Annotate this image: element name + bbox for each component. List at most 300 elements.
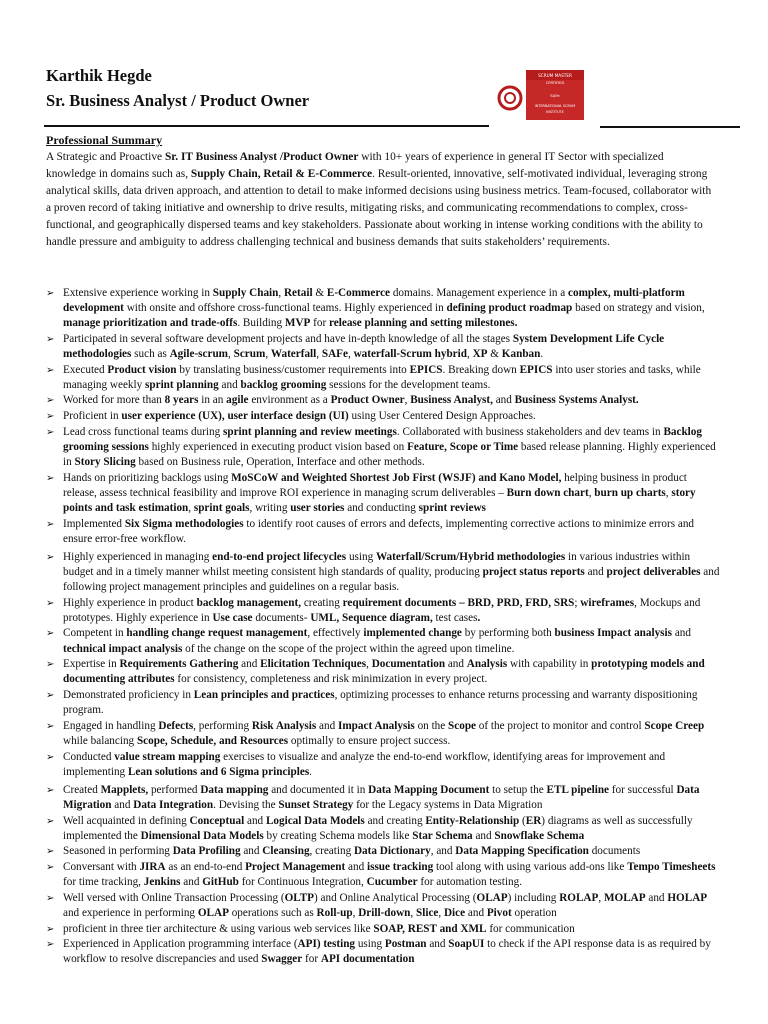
- text-run: for: [302, 953, 321, 966]
- text-run: ) and Online Analytical Processing (: [314, 891, 477, 904]
- bold-run: Story Slicing: [74, 456, 136, 468]
- bullet-text: [63, 627, 691, 654]
- arrow-bullet-icon: ➢: [46, 659, 55, 671]
- text-run: ,: [228, 347, 234, 360]
- text-run: by performing both: [461, 627, 555, 640]
- bold-run: Snowflake Schema: [494, 829, 585, 842]
- arrow-bullet-icon: ➢: [46, 411, 55, 423]
- experience-bullet-list: [46, 286, 722, 968]
- badge-line-2: CERTIFIED: [545, 81, 565, 85]
- bold-run: Supply Chain: [212, 287, 279, 299]
- bold-run: OLTP: [284, 891, 315, 904]
- bold-run: Business Systems Analyst.: [514, 394, 639, 407]
- bold-run: implemented change: [363, 627, 462, 640]
- text-run: , optimizing processes to enhance returns processing and warranty dispositioning program.: [63, 688, 698, 717]
- experience-bullet: [46, 425, 722, 470]
- text-run: while balancing: [63, 734, 137, 747]
- bullet-text: [63, 364, 701, 391]
- bold-run: Data mapping: [200, 783, 269, 796]
- bold-run: E-Commerce: [326, 287, 391, 299]
- bullet-text: [63, 658, 705, 685]
- text-run: for Continuous Integration,: [238, 876, 367, 889]
- bold-run: ER: [525, 814, 542, 827]
- text-run: A Strategic and Proactive: [46, 151, 165, 163]
- bold-run: ETL pipeline: [546, 783, 610, 796]
- bold-run: defining product roadmap: [446, 302, 573, 315]
- bold-run: business Impact analysis: [554, 627, 673, 640]
- text-run: Highly experienced in managing: [63, 550, 213, 563]
- arrow-bullet-icon: ➢: [46, 597, 55, 609]
- bold-run: API documentation: [320, 953, 415, 966]
- text-run: &: [312, 287, 327, 299]
- arrow-bullet-icon: ➢: [46, 720, 55, 732]
- bold-run: wireframes: [580, 596, 635, 609]
- text-run: to identify root causes of errors and defects, implementing corrective actions to minimize errors and ensure error-free workflow.: [63, 517, 695, 545]
- bold-run: Product Owner: [330, 394, 405, 407]
- text-run: and: [672, 627, 691, 640]
- text-run: Worked for more than: [63, 394, 165, 407]
- text-run: of the project to monitor and control: [476, 719, 645, 732]
- experience-bullet: [46, 937, 722, 967]
- bold-run: manage prioritization and trade-offs: [63, 317, 238, 330]
- bullet-text: [63, 426, 716, 468]
- bold-run: value stream mapping: [114, 750, 221, 763]
- bold-run: Elicitation Techniques: [260, 658, 367, 671]
- bold-run: Scrum: [233, 347, 266, 360]
- experience-bullet: [46, 286, 722, 331]
- bold-run: Jenkins: [143, 876, 181, 889]
- experience-bullet: [46, 922, 722, 937]
- badge-line-4: INTERNATIONAL SCRUM: [534, 104, 576, 108]
- bullet-text: [63, 923, 575, 935]
- experience-bullet: [46, 332, 722, 362]
- bold-run: Data Mapping Specification: [455, 845, 589, 858]
- bold-run: Backlog grooming sessions: [63, 425, 702, 453]
- bold-run: Data Integration: [133, 798, 214, 811]
- bold-run: System Development Life Cycle methodologies: [63, 332, 665, 360]
- text-run: in various industries within budget and in a timely manner whilst meeting consistent high standards of quality, producing: [63, 550, 691, 578]
- bold-run: waterfall-Scrum hybrid: [353, 347, 467, 360]
- bullet-text: [63, 597, 700, 624]
- text-run: Competent in: [63, 627, 127, 640]
- arrow-bullet-icon: ➢: [46, 551, 55, 563]
- text-run: Conducted: [63, 750, 115, 763]
- bold-run: Drill-down: [358, 906, 411, 919]
- text-run: domains. Management experience in a: [390, 287, 569, 299]
- text-run: ,: [598, 891, 604, 904]
- bold-run: requirement documents – BRD, PRD, FRD, SRS: [342, 596, 575, 609]
- bold-run: ROLAP: [559, 891, 599, 904]
- bold-run: project deliverables: [606, 565, 701, 578]
- bold-run: Data Profiling: [172, 845, 241, 858]
- text-run: and: [645, 891, 668, 904]
- text-run: proficient in three tier architecture & using various web services like: [63, 922, 374, 935]
- arrow-bullet-icon: ➢: [46, 861, 55, 873]
- bold-run: 8 years: [164, 394, 199, 407]
- text-run: sessions for the development teams.: [326, 378, 491, 391]
- arrow-bullet-icon: ➢: [46, 815, 55, 827]
- text-run: ,: [466, 347, 473, 360]
- bold-run: GitHub: [202, 876, 239, 889]
- header-divider-right: [600, 126, 740, 128]
- arrow-bullet-icon: ➢: [46, 426, 55, 438]
- bold-run: Scope: [448, 719, 476, 732]
- text-run: and creating: [364, 814, 426, 827]
- experience-bullet: [46, 891, 722, 921]
- text-run: ) diagrams as well as successfully implemented the: [63, 814, 693, 842]
- bold-run: technical impact analysis: [63, 642, 183, 655]
- text-run: , effectively: [307, 627, 364, 640]
- bullet-text: [63, 410, 536, 422]
- text-run: optimally to ensure project success.: [288, 734, 451, 747]
- bold-run: handling change request management: [126, 627, 308, 640]
- text-run: and: [445, 658, 467, 671]
- text-run: and: [238, 658, 261, 671]
- text-run: Expertise in: [63, 658, 120, 671]
- bold-run: user stories: [290, 501, 345, 514]
- arrow-bullet-icon: ➢: [46, 784, 55, 796]
- text-run: . Building: [237, 317, 285, 330]
- text-run: for the Legacy systems in Data Migration: [353, 798, 543, 811]
- bold-run: Logical Data Models: [265, 814, 365, 827]
- bold-run: end-to-end project lifecycles: [212, 550, 347, 563]
- text-run: ,: [665, 486, 672, 499]
- text-run: and: [316, 719, 338, 732]
- text-run: using: [346, 550, 376, 563]
- text-run: ,: [366, 658, 372, 671]
- bullet-text: [63, 845, 640, 857]
- text-run: documents: [588, 845, 641, 858]
- bold-run: EPICS: [409, 363, 443, 376]
- text-run: , and: [430, 845, 456, 858]
- text-run: Implemented: [63, 517, 125, 530]
- experience-bullet: [46, 657, 722, 687]
- bold-run: UML, Sequence diagram,: [310, 611, 433, 624]
- bold-run: XP: [472, 347, 488, 360]
- text-run: based release planning. Highly experienced in: [63, 440, 716, 468]
- text-run: helping business in product release, assess technical feasibility and improve ROI experience in managing scrum deliverables –: [63, 471, 687, 499]
- text-run: documents-: [252, 611, 311, 624]
- arrow-bullet-icon: ➢: [46, 689, 55, 701]
- bold-run: Scope Creep: [644, 719, 705, 732]
- summary-paragraph: [46, 149, 714, 251]
- bullet-text: [63, 938, 711, 965]
- bold-run: Dimensional Data Models: [140, 829, 264, 842]
- text-run: such as: [131, 347, 170, 360]
- text-run: ,: [588, 486, 595, 499]
- header-divider-left: [44, 125, 489, 127]
- text-run: . Result-oriented, innovative, self-motivated individual, leveraging strong analytical skills, data driven approach, and attention to detail to make informed decisions using business metrics. Team-focused, collaborator with a proven record of taking initiative and ownership to drive results, mitigating risks, and communicating recommendations to complex, cross-functional, and geographically dispersed teams and key stakeholders. Passionate about working in intense working conditions with the ability to handle pressure and ambiguity to address challenging technical and business demands that suits stakeholders’ requirements.: [46, 168, 712, 248]
- text-run: . Devising the: [213, 798, 279, 811]
- bold-run: backlog grooming: [240, 378, 327, 391]
- arrow-bullet-icon: ➢: [46, 846, 55, 858]
- bullet-text: [63, 394, 639, 406]
- text-run: creating: [301, 596, 343, 609]
- experience-bullet: [46, 517, 722, 547]
- text-run: , Mockups and prototypes. Highly experience in: [63, 596, 701, 624]
- bold-run: Requirements Gathering: [119, 658, 239, 671]
- text-run: operations such as: [228, 906, 317, 919]
- text-run: Conversant with: [63, 860, 140, 873]
- text-run: by translating business/customer requirements into: [176, 363, 410, 376]
- text-run: for communication: [486, 922, 575, 935]
- experience-bullet: [46, 363, 722, 393]
- text-run: , performing: [193, 719, 252, 732]
- text-run: ,: [278, 287, 284, 299]
- bullet-text: [63, 287, 705, 329]
- text-run: Lead cross functional teams during: [63, 425, 223, 438]
- text-run: ,: [265, 347, 271, 360]
- text-run: Experienced in Application programming interface (: [63, 938, 298, 951]
- arrow-bullet-icon: ➢: [46, 923, 55, 935]
- bold-run: Business Analyst,: [410, 394, 493, 407]
- text-run: and following project management principles and guidelines on a regular basis.: [63, 565, 720, 593]
- bullet-text: [63, 815, 693, 842]
- bold-run: project status reports: [482, 565, 585, 578]
- text-run: Hands on prioritizing backlogs using: [63, 471, 232, 484]
- text-run: on the: [414, 719, 449, 732]
- text-run: of the change on the scope of the project within the agreed upon timeline.: [182, 642, 515, 655]
- bullet-text: [63, 751, 665, 778]
- arrow-bullet-icon: ➢: [46, 939, 55, 951]
- text-run: environment as a: [248, 394, 331, 407]
- text-run: Participated in several software development projects and have in-depth knowledge of all the stages: [63, 332, 513, 345]
- bold-run: Data Mapping Document: [368, 783, 490, 796]
- experience-bullet: [46, 550, 722, 595]
- text-run: and: [218, 378, 241, 391]
- text-run: . Collaborated with business stakeholders and dev teams in: [396, 425, 664, 438]
- bold-run: Use case: [212, 611, 253, 624]
- bold-run: Analysis: [466, 658, 508, 671]
- candidate-name: Karthik Hegde: [46, 66, 152, 85]
- text-run: and: [240, 845, 263, 858]
- bold-run: Conceptual: [189, 814, 245, 827]
- bold-run: OLAP: [476, 891, 508, 904]
- text-run: as an end-to-end: [165, 860, 246, 873]
- bold-run: Sr. IT Business Analyst /Product Owner: [164, 151, 359, 163]
- bold-run: Entity-Relationship: [425, 814, 520, 827]
- bold-run: SoapUI: [448, 938, 485, 951]
- text-run: highly experienced in executing product vision based on: [148, 440, 408, 453]
- text-run: Seasoned in performing: [63, 845, 173, 858]
- bold-run: SOAP, REST and XML: [373, 922, 487, 935]
- text-run: and experience in performing: [63, 906, 198, 919]
- bullet-text: [63, 333, 664, 360]
- experience-bullet: [46, 393, 722, 408]
- text-run: and: [180, 876, 203, 889]
- text-run: operation: [511, 906, 557, 919]
- bold-run: Sunset Strategy: [278, 798, 354, 811]
- text-run: for consistency, completeness and risk minimization in every project.: [174, 673, 488, 686]
- text-run: and: [426, 938, 449, 951]
- text-run: , writing: [249, 501, 291, 514]
- experience-bullet: [46, 750, 722, 780]
- bold-run: Lean solutions and 6 Sigma principles: [127, 765, 310, 778]
- bold-run: Lean principles and practices: [193, 688, 335, 701]
- text-run: by creating Schema models like: [263, 829, 413, 842]
- bold-run: Tempo Timesheets: [627, 860, 716, 873]
- text-run: Well acquainted in defining: [63, 814, 190, 827]
- text-run: and: [345, 860, 367, 873]
- text-run: and: [465, 906, 487, 919]
- bullet-text: [63, 689, 697, 716]
- text-run: with capability in: [507, 658, 592, 671]
- bold-run: sprint planning: [145, 378, 219, 391]
- text-run: performed: [148, 783, 201, 796]
- text-run: into user stories and tasks, while managing weekly: [63, 363, 701, 391]
- text-run: Executed: [63, 363, 108, 376]
- bold-run: Swagger: [261, 953, 303, 966]
- bold-run: story points and task estimation: [63, 486, 696, 514]
- bold-run: Waterfall: [270, 347, 317, 360]
- bold-run: Waterfall/Scrum/Hybrid methodologies: [375, 550, 566, 563]
- text-run: .: [540, 347, 544, 360]
- bold-run: MOLAP: [603, 891, 646, 904]
- experience-bullet: [46, 688, 722, 718]
- bold-run: EPICS: [519, 363, 553, 376]
- arrow-bullet-icon: ➢: [46, 288, 55, 299]
- bold-run: Agile-scrum: [169, 347, 229, 360]
- arrow-bullet-icon: ➢: [46, 892, 55, 904]
- text-run: with onsite and offshore cross-functional teams. Highly experienced in: [123, 302, 447, 315]
- bullet-text: [63, 784, 699, 811]
- text-run: ,: [347, 347, 354, 360]
- arrow-bullet-icon: ➢: [46, 751, 55, 763]
- bold-run: release planning and setting milestones.: [329, 317, 518, 330]
- bold-run: SAFe: [321, 347, 348, 360]
- text-run: and documented it in: [268, 783, 369, 796]
- text-run: Demonstrated proficiency in: [63, 688, 194, 701]
- text-run: Well versed with Online Transaction Processing (: [63, 891, 285, 904]
- text-run: ,: [438, 906, 444, 919]
- text-run: Extensive experience working in: [63, 287, 213, 299]
- arrow-bullet-icon: ➢: [46, 518, 55, 530]
- text-run: and: [244, 814, 266, 827]
- text-run: ;: [574, 596, 581, 609]
- text-run: and: [472, 829, 495, 842]
- text-run: based on Business rule, Operation, Interface and other methods.: [135, 456, 425, 468]
- bullet-text: [63, 472, 696, 514]
- text-run: ,: [316, 347, 322, 360]
- text-run: test cases: [432, 611, 478, 624]
- text-run: in an: [198, 394, 227, 407]
- arrow-bullet-icon: ➢: [46, 628, 55, 640]
- bold-run: issue tracking: [366, 860, 434, 873]
- bold-run: Data Migration: [63, 783, 700, 811]
- candidate-role: Sr. Business Analyst / Product Owner: [46, 91, 310, 110]
- text-run: Proficient in: [63, 410, 122, 423]
- bold-run: OLAP: [197, 906, 229, 919]
- bold-run: prototyping models and documenting attributes: [63, 658, 705, 686]
- bold-run: complex, multi-platform development: [63, 287, 685, 315]
- text-run: for time tracking,: [63, 876, 144, 889]
- bold-run: Mapplets,: [100, 783, 149, 796]
- bold-run: JIRA: [139, 860, 166, 873]
- text-run: for successful: [609, 783, 677, 796]
- bold-run: Six Sigma methodologies: [124, 517, 244, 530]
- text-run: ,: [188, 501, 194, 514]
- bold-run: Star Schema: [412, 829, 473, 842]
- text-run: to setup the: [489, 783, 547, 796]
- text-run: based on strategy and vision,: [572, 302, 705, 315]
- bold-run: Data Dictionary: [353, 845, 431, 858]
- bullet-text: [63, 551, 719, 593]
- bold-run: Pivot: [486, 906, 512, 919]
- experience-bullet: [46, 626, 722, 656]
- text-run: using: [355, 938, 385, 951]
- text-run: for automation testing.: [417, 876, 522, 889]
- bold-run: Roll-up: [316, 906, 353, 919]
- bold-run: burn up charts: [594, 486, 666, 499]
- text-run: for: [310, 317, 330, 330]
- badge-line-5: INSTITUTE: [546, 110, 564, 114]
- bullet-text: [63, 892, 707, 919]
- text-run: Created: [63, 783, 101, 796]
- experience-bullet: [46, 783, 722, 813]
- bullet-text: [63, 720, 704, 747]
- bullet-text: [63, 518, 694, 545]
- bold-run: Slice: [416, 906, 439, 919]
- bold-run: Dice: [443, 906, 466, 919]
- bold-run: backlog management,: [196, 596, 302, 609]
- text-run: ) including: [507, 891, 560, 904]
- bold-run: Supply Chain, Retail & E-Commerce: [190, 168, 372, 180]
- bold-run: Risk Analysis: [251, 719, 317, 732]
- text-run: , creating: [309, 845, 354, 858]
- text-run: &: [487, 347, 502, 360]
- bold-run: sprint reviews: [418, 501, 486, 514]
- bold-run: Scope, Schedule, and Resources: [136, 734, 289, 747]
- text-run: and: [584, 565, 607, 578]
- bold-run: sprint goals: [193, 501, 250, 514]
- text-run: and: [111, 798, 134, 811]
- text-run: and: [492, 394, 515, 407]
- text-run: . Breaking down: [442, 363, 520, 376]
- bold-run: Postman: [384, 938, 427, 951]
- arrow-bullet-icon: ➢: [46, 472, 55, 484]
- text-run: Highly experience in product: [63, 596, 197, 609]
- bold-run: user experience (UX), user interface design (UI): [121, 410, 349, 423]
- bold-run: agile: [226, 394, 249, 407]
- text-run: tool along with using various add-ons like: [433, 860, 628, 873]
- text-run: Engaged in handling: [63, 719, 159, 732]
- scrum-certification-badge-icon: [492, 66, 594, 124]
- experience-bullet: [46, 471, 722, 516]
- bold-run: Retail: [283, 287, 313, 299]
- badge-line-3: SAFe: [550, 93, 560, 98]
- bold-run: Cleansing: [262, 845, 310, 858]
- bold-run: Impact Analysis: [338, 719, 415, 732]
- bold-run: MoSCoW and Weighted Shortest Job First (WSJF) and Kano Model,: [231, 471, 562, 484]
- bold-run: Feature, Scope or Time: [407, 440, 519, 453]
- bold-run: Burn down chart: [506, 486, 589, 499]
- experience-bullet: [46, 860, 722, 890]
- bold-run: .: [477, 611, 481, 624]
- section-heading-summary: Professional Summary: [46, 133, 163, 147]
- text-run: ,: [352, 906, 359, 919]
- text-run: to check if the API response data is as required by workflow to resolve discrepancies and used: [63, 938, 711, 966]
- bold-run: Project Management: [245, 860, 346, 873]
- bold-run: API) testing: [297, 938, 356, 951]
- bold-run: Kanban: [501, 347, 541, 360]
- arrow-bullet-icon: ➢: [46, 395, 55, 407]
- experience-bullet: [46, 719, 722, 749]
- text-run: .: [309, 765, 312, 778]
- experience-bullet: [46, 409, 722, 424]
- text-run: ,: [404, 394, 411, 407]
- bold-run: MVP: [284, 317, 311, 330]
- text-run: exercises to visualize and analyze the end-to-end workflow, identifying areas for improvement and implementing: [63, 750, 666, 778]
